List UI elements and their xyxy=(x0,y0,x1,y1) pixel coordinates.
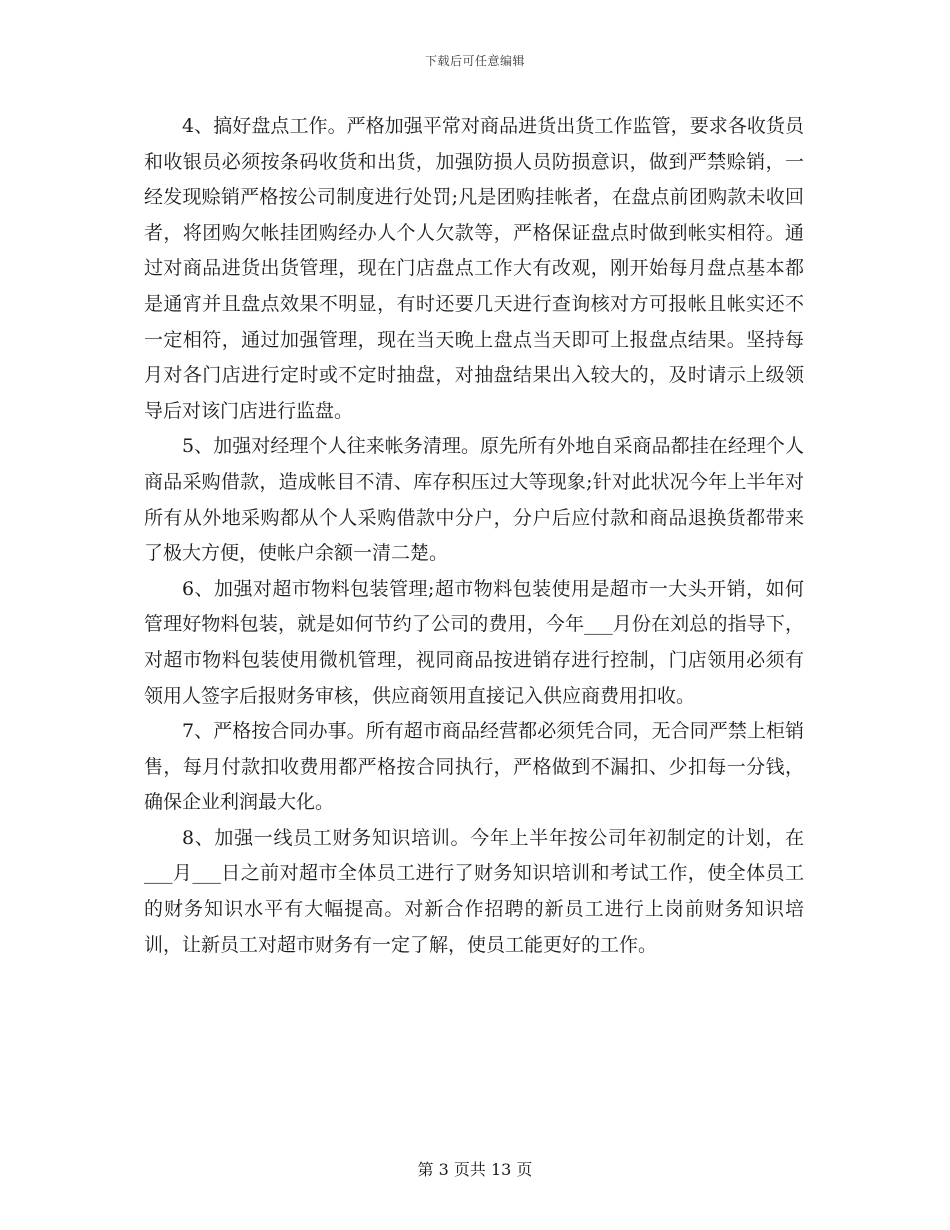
document-body xyxy=(144,109,804,963)
page-header: 下载后可任意编辑 xyxy=(424,54,525,68)
paragraph-inventory-check: 4、搞好盘点工作。严格加强平常对商品进货出货工作监管，要求各收货员和收银员必须按条码收货和出货，加强防损人员防损意识，做到严禁赊销，一经发现赊销严格按公司制度进行处罚;凡是团购挂帐者，在盘点前团购款未收回者，将团购欠帐挂团购经办人个人欠款等，严格保证盘点时做到帐实相符。通过对商品进货出货管理，现在门店盘点工作大有改观，刚开始每月盘点基本都是通宵并且盘点效果不明显，有时还要几天进行查询核对方可报帐且帐实还不一定相符，通过加强管理，现在当天晚上盘点当天即可上报盘点结果。坚持每月对各门店进行定时或不定时抽盘，对抽盘结果出入较大的，及时请示上级领导后对该门店进行监盘。 xyxy=(144,115,804,422)
paragraph-packaging-management: 6、加强对超市物料包装管理;超市物料包装使用是超市一大头开销，如何管理好物料包装，就是如何节约了公司的费用，今年___月份在刘总的指导下，对超市物料包装使用微机管理，视同商品按进销存进行控制，门店领用必须有领用人签字后报财务审核，供应商领用直接记入供应商费用扣收。 xyxy=(144,577,804,707)
paragraph-staff-training: 8、加强一线员工财务知识培训。今年上半年按公司年初制定的计划，在___月___日之前对超市全体员工进行了财务知识培训和考试工作，使全体员工的财务知识水平有大幅提高。对新合作招聘的新员工进行上岗前财务知识培训，让新员工对超市财务有一定了解，使员工能更好的工作。 xyxy=(144,826,804,956)
paragraph-manager-accounts: 5、加强对经理个人往来帐务清理。原先所有外地自采商品都挂在经理个人商品采购借款，造成帐目不清、库存积压过大等现象;针对此状况今年上半年对所有从外地采购都从个人采购借款中分户，分户后应付款和商品退换货都带来了极大方便，使帐户余额一清二楚。 xyxy=(144,435,804,565)
page-number: 第 3 页共 13 页 xyxy=(417,1160,533,1179)
paragraph-contracts: 7、严格按合同办事。所有超市商品经营都必须凭合同，无合同严禁上柜销售，每月付款扣收费用都严格按合同执行，严格做到不漏扣、少扣每一分钱，确保企业利润最大化。 xyxy=(144,720,804,814)
